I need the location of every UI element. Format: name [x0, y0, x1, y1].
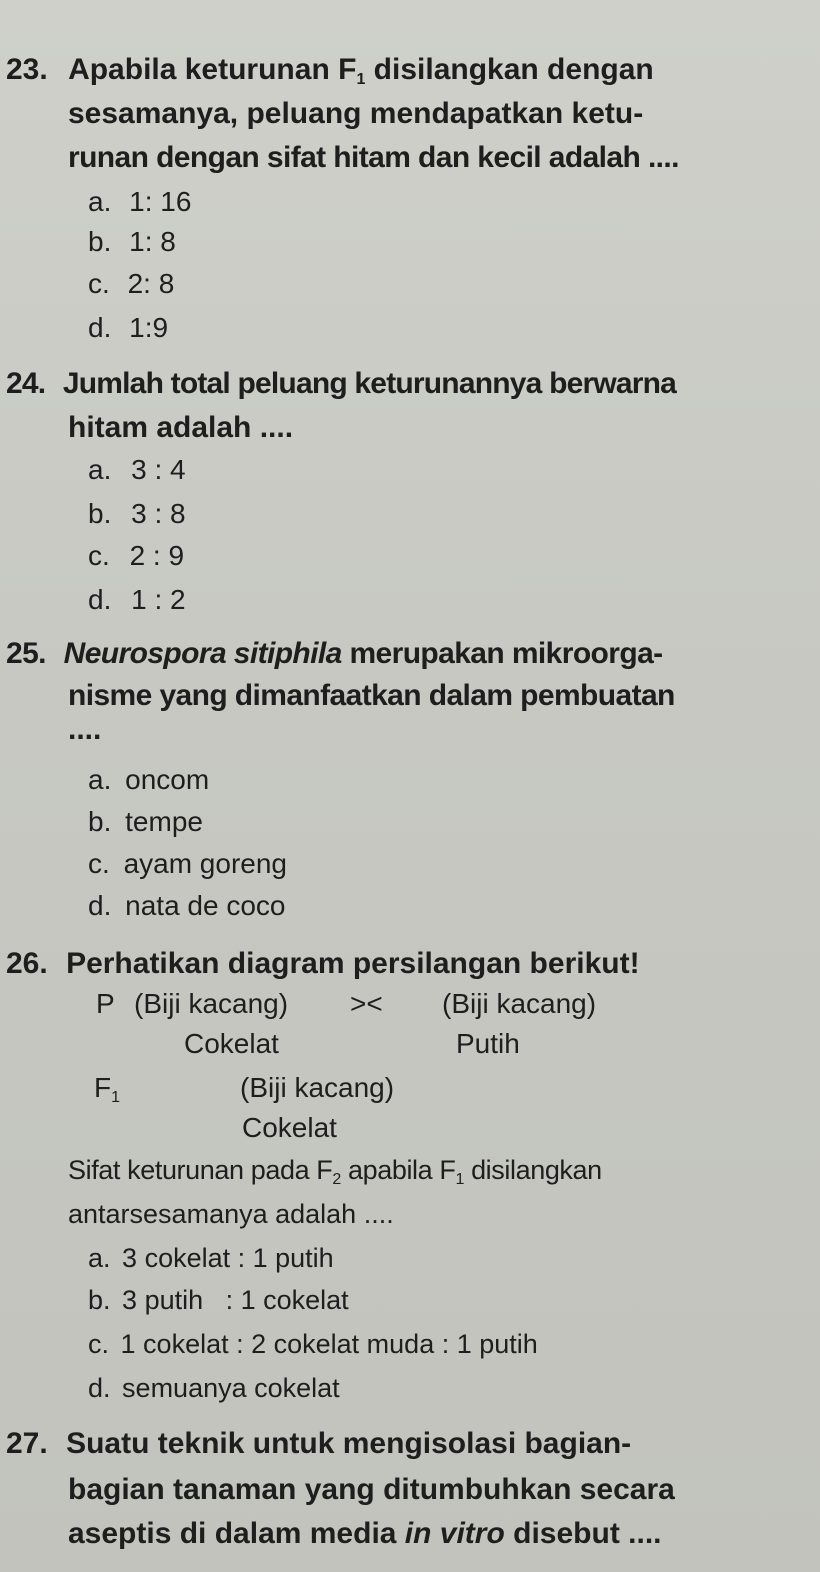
option-text: 2: 8: [127, 268, 175, 299]
question-24-text: Jumlah total peluang keturunannya berwarna: [62, 367, 677, 400]
question-23-line-2: sesamanya, peluang mendapatkan ketu-: [68, 97, 644, 130]
question-24-line-2: hitam adalah ....: [68, 411, 294, 444]
question-23-number: 23.: [6, 53, 48, 86]
question-27-line-1: [6, 1426, 631, 1462]
cross-parent-right-color: Putih: [456, 1028, 520, 1059]
cross-parent-label: P: [96, 988, 115, 1019]
option-text: 3 : 4: [131, 454, 186, 485]
question-24-option-b[interactable]: [88, 496, 186, 532]
option-letter: b.: [88, 226, 112, 257]
question-27-text: aseptis di dalam media: [68, 1517, 405, 1550]
option-letter: b.: [88, 498, 112, 529]
question-23-option-d[interactable]: [88, 310, 168, 346]
subscript: 1: [455, 1171, 464, 1188]
question-25-option-a[interactable]: [88, 762, 209, 798]
cross-f1-label: [94, 1070, 120, 1106]
question-25-line-1: [6, 636, 663, 672]
question-24-option-a[interactable]: [88, 452, 186, 488]
option-text: oncom: [125, 764, 210, 795]
question-24-number: 24.: [6, 367, 46, 400]
question-26-text: Perhatikan diagram persilangan berikut!: [66, 947, 640, 980]
option-letter: a.: [88, 186, 112, 217]
question-24-option-c[interactable]: [88, 538, 184, 574]
question-25-option-b[interactable]: [88, 804, 203, 840]
cross-symbol: ><: [350, 988, 383, 1019]
cross-parent-left-color: Cokelat: [184, 1028, 279, 1059]
question-25-text: merupakan mikroorga-: [341, 637, 663, 670]
option-letter: a.: [88, 764, 112, 795]
question-26-option-d[interactable]: [88, 1370, 340, 1406]
option-text: 1: 16: [129, 186, 192, 217]
question-26-text: Sifat keturunan pada F: [68, 1155, 333, 1185]
option-letter: a.: [88, 454, 112, 485]
option-text: nata de coco: [125, 890, 286, 921]
question-25-line-2: nisme yang dimanfaatkan dalam pembuatan: [68, 679, 675, 712]
question-26-option-b[interactable]: [88, 1282, 349, 1318]
question-23-text-cont: disilangkan dengan: [365, 53, 654, 86]
question-23-text: Apabila keturunan F: [68, 53, 357, 86]
option-letter: d.: [88, 1373, 111, 1403]
option-text: 1 : 2: [131, 584, 186, 615]
option-text: 3 : 8: [131, 498, 186, 529]
option-text: tempe: [125, 806, 203, 837]
option-letter: c.: [88, 1329, 110, 1359]
question-26-option-a[interactable]: [88, 1240, 334, 1276]
question-26-line-2: [68, 1152, 602, 1188]
in-vitro-term: in vitro: [404, 1517, 505, 1550]
question-26-option-c[interactable]: [88, 1326, 538, 1362]
question-25-line-3: ....: [68, 713, 102, 746]
species-name: Neurospora sitiphila: [63, 637, 342, 670]
option-text: 1:9: [129, 312, 169, 343]
question-26-number: 26.: [6, 947, 48, 980]
question-23-option-b[interactable]: [88, 224, 176, 260]
option-letter: b.: [88, 1285, 111, 1315]
option-letter: d.: [88, 584, 112, 615]
option-text: 1: 8: [129, 226, 176, 257]
question-23-option-a[interactable]: [88, 184, 191, 220]
question-23-line-3: runan dengan sifat hitam dan kecil adalah ....: [68, 141, 679, 174]
option-text: ayam goreng: [123, 848, 287, 879]
question-24-option-d[interactable]: [88, 582, 186, 618]
cross-f1-right: (Biji kacang): [240, 1072, 395, 1103]
f1-letter: F: [94, 1072, 112, 1103]
question-26-line-3: antarsesamanya adalah ....: [68, 1199, 394, 1229]
option-text: 2 : 9: [129, 540, 185, 571]
question-27-number: 27.: [6, 1427, 48, 1460]
question-23-line-1: [6, 52, 654, 88]
question-23-option-c[interactable]: [88, 266, 174, 302]
question-25-option-d[interactable]: [88, 888, 285, 924]
subscript: 1: [356, 71, 366, 88]
subscript: 1: [111, 1089, 121, 1106]
cross-parent-right: (Biji kacang): [442, 988, 597, 1019]
option-letter: c.: [88, 848, 110, 879]
question-26-line-1: [6, 946, 640, 982]
question-25-number: 25.: [6, 637, 46, 670]
cross-parent-left: (Biji kacang): [134, 988, 289, 1019]
cross-f1-color: Cokelat: [242, 1112, 337, 1143]
option-letter: d.: [88, 312, 112, 343]
option-text: 3 cokelat : 1 putih: [122, 1243, 334, 1273]
option-letter: d.: [88, 890, 112, 921]
question-27-line-2: bagian tanaman yang ditumbuhkan secara: [68, 1473, 675, 1506]
option-text: 3 putih : 1 cokelat: [122, 1285, 349, 1315]
question-26-text-end: disilangkan: [463, 1155, 602, 1185]
question-27-text-end: disebut ....: [504, 1517, 662, 1550]
question-27-line-3: [68, 1516, 662, 1552]
question-27-text: Suatu teknik untuk mengisolasi bagian-: [66, 1427, 632, 1460]
option-text: semuanya cokelat: [122, 1373, 340, 1403]
option-letter: b.: [88, 806, 112, 837]
question-26-text-mid: apabila F: [340, 1155, 456, 1185]
option-text: 1 cokelat : 2 cokelat muda : 1 putih: [120, 1329, 538, 1359]
question-25-option-c[interactable]: [88, 846, 287, 882]
subscript: 2: [332, 1171, 341, 1188]
option-letter: c.: [88, 268, 110, 299]
option-letter: a.: [88, 1243, 111, 1273]
question-24-line-1: [6, 366, 676, 402]
option-letter: c.: [88, 540, 110, 571]
